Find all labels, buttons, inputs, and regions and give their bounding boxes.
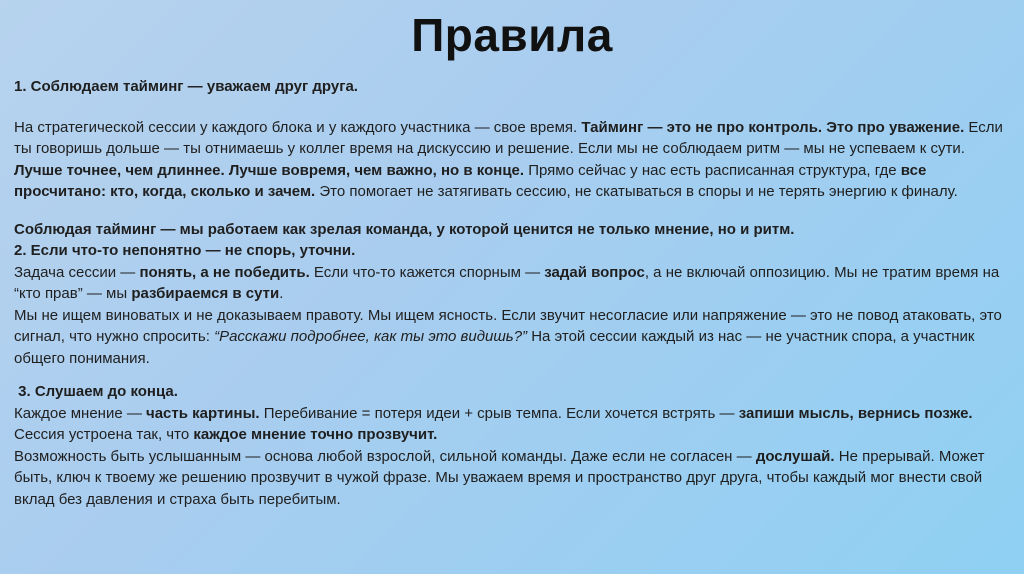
section3-paragraph-1 [14,403,1010,446]
emphasis-bold: дослушай. [755,447,835,465]
emphasis-bold: запиши мысль, вернись позже. [738,404,973,422]
section3-heading: 3. Слушаем до конца. [14,383,178,400]
emphasis-bold: каждое мнение точно прозвучит. [193,426,438,443]
text-run: . [279,285,284,302]
section2-paragraph-1 [14,262,1010,305]
emphasis-bold: разбираемся в сути [131,285,280,302]
section1-closing: Соблюдая тайминг — мы работаем как зрелая команда, у которой ценится не только мнение, но и ритм. [14,220,795,238]
section1-paragraph [14,117,1010,203]
text-run: Не прерывай. Может быть, ключ к твоему же решению прозвучит в чужой фразе. Мы уважаем время и пространство друг друга, чтобы каждый мог внести свой вклад без давления и страха быть перебитым. [14,447,985,508]
emphasis-bold: Лучше точнее, чем длиннее. Лучше вовремя, чем важно, но в конце. [14,161,525,179]
section2-heading: 2. Если что-то непонятно — не спорь, уточни. [14,242,356,259]
emphasis-bold: понять, а не победить. [139,263,310,281]
slide-content [14,76,1010,510]
slide-title: Правила [411,9,613,61]
section1-heading: 1. Соблюдаем тайминг — уважаем друг друга. [14,78,358,95]
emphasis-bold: задай вопрос [544,263,645,281]
text-run: Это помогает не затягивать сессию, не скатываться в споры и не терять энергию к финалу. [315,183,958,200]
text-run: На стратегической сессии у каждого блока и у каждого участника — свое время. [14,118,582,136]
text-run: Возможность быть услышанным — основа любой взрослой, сильной команды. Даже если не согласен — [14,447,756,465]
text-run: Если ты говоришь дольше — ты отнимаешь у коллег время на дискуссию и решение. Если мы не соблюдаем ритм — мы не успеваем к сути. [14,118,1003,157]
emphasis-bold: Тайминг — это не про контроль. Это про уважение. [581,118,965,136]
section2-paragraph-2 [14,305,1010,370]
emphasis-bold: часть картины. [146,404,260,422]
text-run: Сессия устроена так, что [14,426,194,443]
text-run: Задача сессии — [14,263,140,281]
text-run: , а не включай оппозицию. Мы не тратим время на “кто прав” — мы [14,263,1000,302]
text-run: Если что-то кажется спорным — [309,263,545,281]
emphasis-bold: все просчитано: кто, когда, сколько и зачем. [14,161,927,200]
text-run: Мы не ищем виноватых и не доказываем правоту. Мы ищем ясность. Если звучит несогласие или напряжение — это не повод атаковать, это сигнал, что нужно спросить: [14,306,1002,345]
text-run: На этой сессии каждый из нас — не участник спора, а участник общего понимания. [14,328,975,367]
emphasis-italic: “Расскажи подробнее, как ты это видишь?” [214,328,528,345]
section3-paragraph-2 [14,446,1010,511]
text-run: Перебивание = потеря идеи + срыв темпа. Если хочется встрять — [259,404,739,422]
text-run: Прямо сейчас у нас есть расписанная структура, где [524,161,901,179]
text-run: Каждое мнение — [14,404,146,422]
